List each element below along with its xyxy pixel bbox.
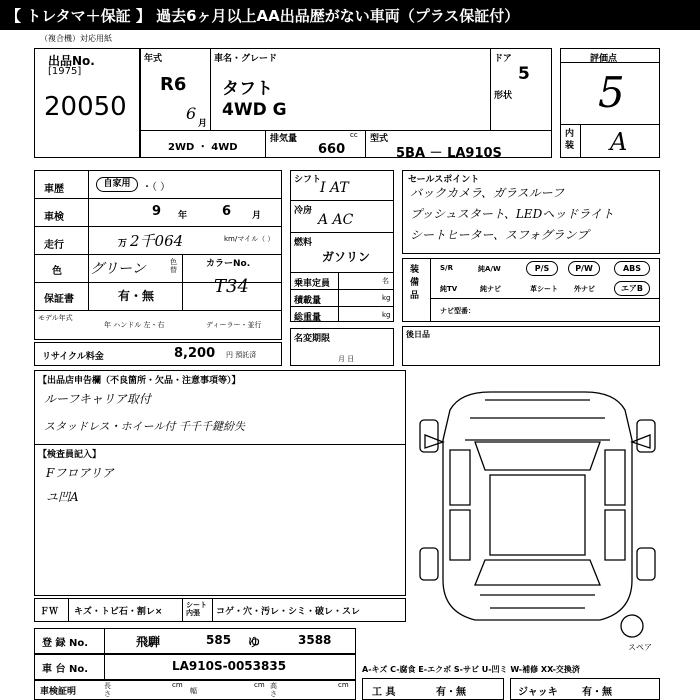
- after-label: 後日品: [406, 330, 430, 339]
- name-change-unit: 月 日: [338, 355, 355, 363]
- color-no-value: T34: [214, 276, 249, 297]
- mileage-unit: km/マイル（ ）: [224, 235, 275, 243]
- equip-pw: P/W: [568, 261, 600, 276]
- month-value: 6: [186, 104, 197, 123]
- equip-sr: S/R: [440, 264, 453, 272]
- navi-model-label: ナビ型番：: [440, 307, 475, 315]
- size-width: 幅: [190, 687, 197, 695]
- inspector-label: 【検査員記入】: [38, 450, 102, 460]
- displacement-unit: cc: [350, 131, 358, 139]
- size-length: 長さ: [104, 682, 111, 698]
- lot-number: 20050: [44, 92, 127, 122]
- score-value: 5: [598, 68, 625, 117]
- equip-leather: 革シート: [530, 285, 558, 293]
- interior-label: 内装: [565, 129, 575, 151]
- dealer-note-1: ルーフキャリア取付: [44, 392, 151, 406]
- load-label: 積載量: [294, 296, 322, 306]
- score-label: 評価点: [590, 54, 618, 64]
- inspection-year: 9: [152, 204, 162, 219]
- door-value: 5: [518, 64, 530, 84]
- model-label: 車名・グレード: [214, 54, 278, 64]
- car-damage-diagram: [410, 380, 665, 640]
- equip-ps: P/S: [526, 261, 558, 276]
- grade: 4WD G: [222, 100, 287, 120]
- name-change-label: 名変期限: [294, 334, 331, 344]
- inspector-note-2: ユ凹A: [46, 490, 79, 504]
- color-value: グリーン: [90, 261, 146, 277]
- sales-line-3: シートヒーター、スフォグランプ: [410, 228, 589, 242]
- displacement-value: 660: [318, 142, 346, 157]
- month-unit: 月: [198, 119, 208, 129]
- equip-airbag: エアB: [614, 281, 650, 296]
- inspection-month: 6: [222, 204, 232, 219]
- recycle-unit: 円 預託済: [226, 351, 257, 359]
- fuel-label: 燃料: [294, 238, 313, 248]
- tools-value: 有・無: [436, 687, 466, 698]
- capacity-unit: 名: [382, 277, 389, 285]
- displacement-label: 排気量: [270, 134, 298, 144]
- year-value: R6: [160, 74, 187, 95]
- size-label: 車検証明: [40, 687, 77, 697]
- sales-line-2: プッシュスタート、LEDヘッドライト: [410, 207, 614, 221]
- type-value: 5BA － LA910S: [396, 146, 502, 161]
- inspection-month-unit: 月: [252, 211, 262, 221]
- equipment-label: 装備品: [410, 265, 420, 301]
- load-unit: kg: [382, 294, 391, 302]
- equip-navi: 純ナビ: [480, 285, 501, 293]
- color-no-label: カラーNo.: [206, 259, 251, 269]
- shape-label: 形状: [494, 91, 513, 101]
- interior-value: A: [610, 128, 628, 156]
- dealer-text: ディーラー・並行: [206, 321, 262, 329]
- weight-label: 総重量: [294, 313, 322, 323]
- capacity-label: 乗車定員: [294, 279, 331, 289]
- mileage-value: 2千064: [130, 232, 184, 250]
- model-change-label: モデル年式: [38, 314, 73, 322]
- reg-area: 飛騨: [136, 635, 161, 649]
- model-name: タフト: [222, 79, 273, 99]
- weight-unit: kg: [382, 311, 391, 319]
- color-label: 色: [52, 266, 62, 277]
- jack-label: ジャッキ: [518, 687, 558, 698]
- chassis-label: 車 台 No.: [42, 664, 89, 675]
- spare-label: スペア: [628, 643, 652, 652]
- recycle-value: 8,200: [174, 346, 216, 361]
- tools-label: 工 具: [372, 687, 396, 698]
- size-unit-1: cm: [172, 681, 183, 689]
- fw-label: ＦＷ: [40, 607, 59, 617]
- inspection-year-unit: 年: [178, 211, 188, 221]
- lot-label: 出品No.: [48, 54, 95, 68]
- chassis-value: LA910S-0053835: [172, 659, 287, 673]
- recycle-label: リサイクル料金: [42, 352, 104, 362]
- inspection-label: 車検: [44, 212, 64, 223]
- fw-text: キズ・トビ石・割レ×: [74, 607, 163, 617]
- reg-kana: ゆ: [248, 635, 261, 649]
- door-label: ドア: [494, 54, 512, 64]
- fuel-value: ガソリン: [322, 250, 371, 264]
- year-label: 年式: [144, 54, 163, 64]
- size-unit-2: cm: [254, 681, 265, 689]
- damage-legend: A-キズ C-腐食 E-エクボ S-サビ U-凹ミ W-補修 XX-交換済: [362, 665, 580, 674]
- history-paren: ・（ ）: [142, 182, 171, 193]
- sales-line-1: バックカメラ、ガラスルーフ: [410, 186, 565, 200]
- reg-class: 585: [206, 633, 232, 647]
- sales-label: セールスポイント: [408, 175, 480, 185]
- history-label: 車歴: [44, 184, 64, 195]
- after-box: [402, 326, 660, 366]
- reprint-note: （複合機）対応用紙: [40, 34, 112, 43]
- size-unit-3: cm: [338, 681, 349, 689]
- banner-text: 【 トレタマ＋保証 】 過去6ヶ月以上AA出品歴がない車両（プラス保証付）: [6, 7, 520, 25]
- color-change-label: 色替: [170, 258, 177, 274]
- mileage-label: 走行: [44, 240, 64, 251]
- equip-abs: ABS: [614, 261, 650, 276]
- equip-aw: 純A/W: [478, 265, 501, 273]
- size-height: 高さ: [270, 682, 277, 698]
- seat-label: シート内張: [186, 601, 207, 617]
- seat-text: コゲ・穴・汚レ・シミ・破レ・スレ: [216, 607, 361, 617]
- dealer-note-2: スタッドレス・ホイール付 千千千鍵紛失: [44, 420, 245, 433]
- warranty-label: 保証書: [44, 294, 74, 305]
- warranty-value: 有・無: [118, 289, 155, 303]
- reg-label: 登 録 No.: [42, 638, 89, 649]
- mileage-prefix: 万: [118, 239, 128, 249]
- ac-value: A AC: [318, 212, 354, 228]
- ac-label: 冷房: [294, 206, 313, 216]
- type-label: 型式: [370, 134, 389, 144]
- handle-text: 年 ハンドル 左・右: [104, 321, 165, 329]
- shift-value: I AT: [320, 180, 349, 196]
- history-value: 自家用: [96, 177, 138, 192]
- equip-ext-navi: 外ナビ: [574, 285, 595, 293]
- drive-text: 2WD ・ 4WD: [168, 142, 238, 153]
- equip-tv: 純TV: [440, 285, 458, 293]
- shift-label: シフト: [294, 175, 322, 185]
- jack-value: 有・無: [582, 687, 612, 698]
- lot-small: [1975]: [48, 66, 82, 77]
- dealer-note-label: 【出品店申告欄（不良箇所・欠品・注意事項等）】: [38, 376, 241, 386]
- inspector-note-1: Fフロアリア: [46, 466, 114, 480]
- reg-num: 3588: [298, 633, 332, 647]
